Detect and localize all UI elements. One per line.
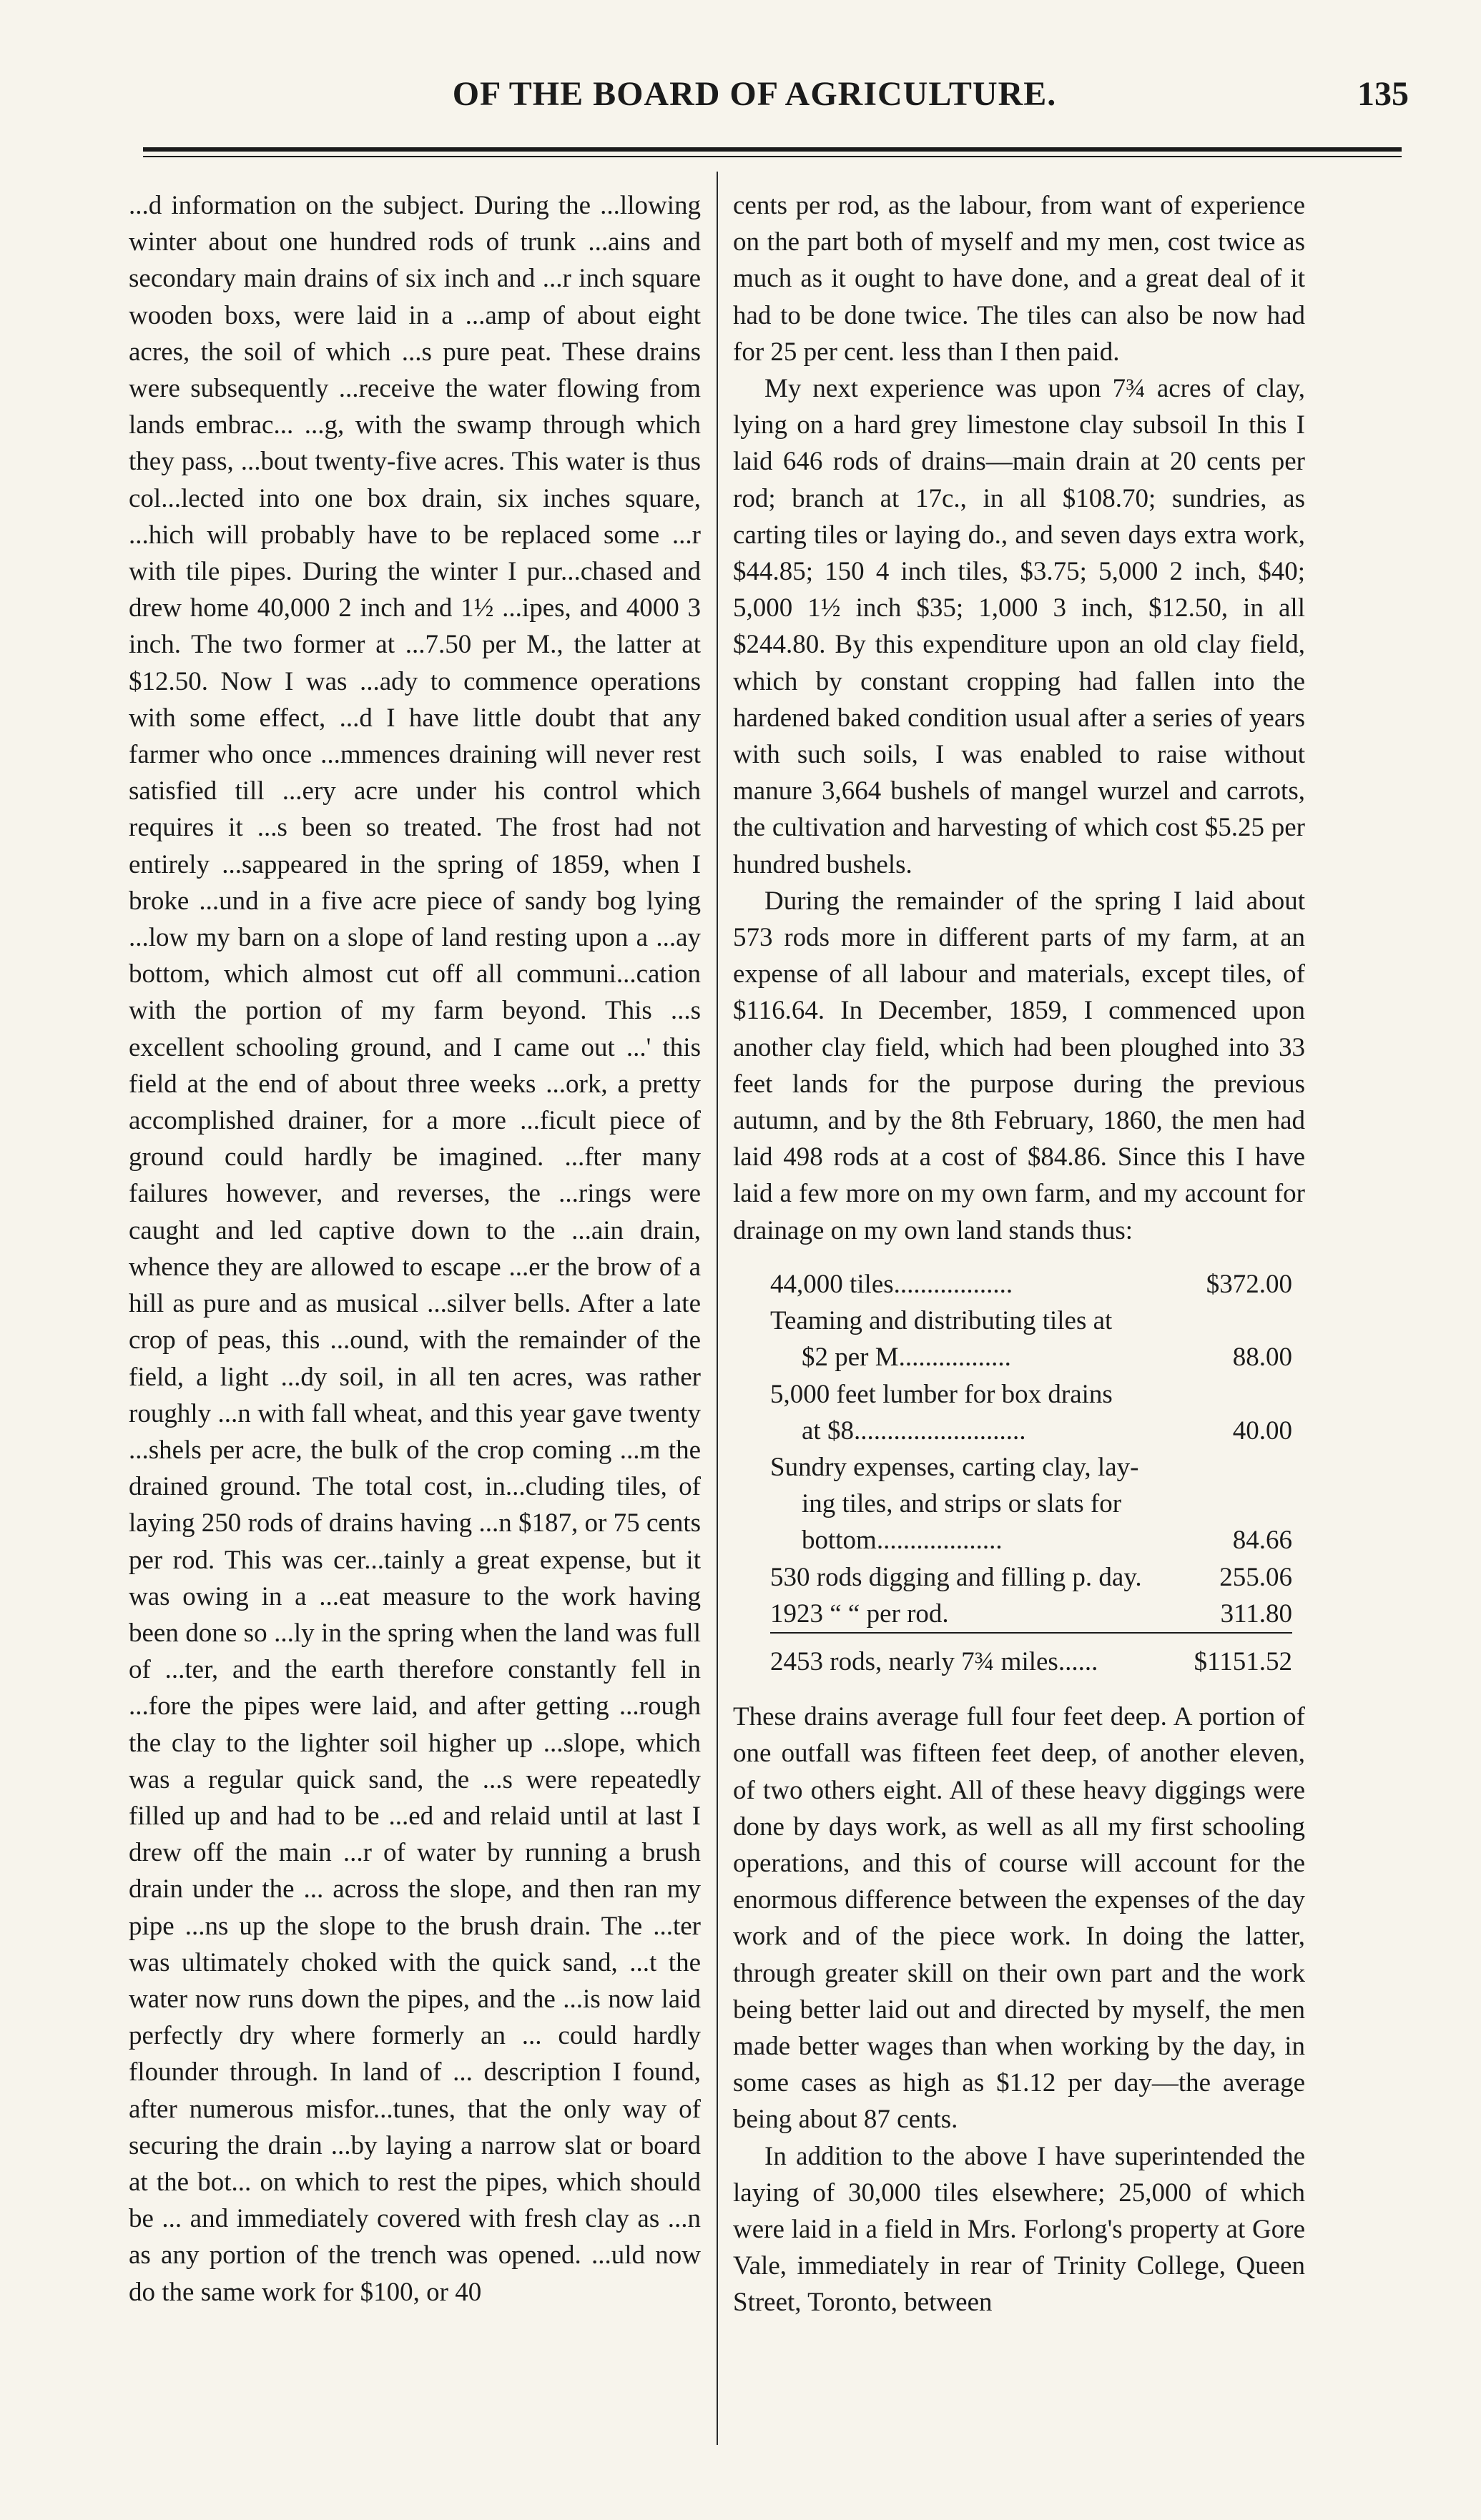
account-amount (1171, 1486, 1292, 1522)
account-amount: 40.00 (1232, 1415, 1292, 1446)
account-amount: 88.00 (1232, 1343, 1292, 1373)
account-item: bottom................... (802, 1526, 1003, 1556)
account-item: ing tiles, and strips or slats for (802, 1489, 1122, 1519)
account-item: Sundry expenses, carting clay, lay- (770, 1452, 1139, 1482)
account-row (770, 1376, 1292, 1413)
account-item: 1923 “ “ per rod. (770, 1599, 949, 1629)
account-item: 44,000 tiles.................. (770, 1269, 1013, 1299)
right-paragraph-4: These drains average full four feet deep. A portion of one outfall was fifteen feet deep, of another eleven, of two others eight. All of these heavy diggings were done by days work, as well as all my first schooling operations, and this of course will account for the enormous difference between the expenses of the day work and of the piece work. In doing the latter, through greater skill on their own part and the work being better laid out and directed by myself, the men made better wages than when working by the day, in some cases as high as $1.12 per day—the average being about 87 cents. (733, 1702, 1305, 2135)
right-paragraph-2: My next experience was upon 7¾ acres of clay, lying on a hard grey limestone clay subsoil In this I laid 646 rods of drains—main drain at 20 cents per rod; branch at 17c., in all $108.70; sundries, as carting tiles or laying do., and seven days extra work, $44.85; 150 4 inch tiles, $3.75; 5,000 2 inch, $40; 5,000 1½ inch $35; 1,000 3 inch, $12.50, in all $244.80. By this expenditure upon an old clay field, which by constant cropping had fallen into the hardened baked condition usual after a series of years with such soils, I was enabled to raise without manure 3,664 bushels of mangel wurzel and carrots, the cultivation and harvesting of which cost $5.25 per hundred bushels. (733, 374, 1305, 879)
left-paragraph: ...d information on the subject. During the ...llowing winter about one hundred rods of trunk ...ains and secondary main drains of six inch and ...r inch square wooden boxs, were laid in a ...amp of about eight acres, the soil of which ...s pure peat. These drains were subsequently ...receive the water flowing from lands embrac... ...g, with the swamp through which they pass, ...bout twenty-five acres. This water is thus col...lected into one box drain, six inches square, ...hich will probably have to be replaced some ...r with tile pipes. During the winter I pur...chased and drew home 40,000 2 inch and 1½ ...ipes, and 4000 3 inch. The two former at ...7.50 per M., the latter at $12.50. Now I was ...ady to commence operations with some effect, ...d I have little doubt that any farmer who once ...mmences draining will never rest satisfied till ...ery acre under his control which requires it ...s been so treated. The frost had not entirely ...sappeared in the spring of 1859, when I broke ...und in a five acre piece of sandy bog lying ...low my barn on a slope of land resting upon a ...ay bottom, which almost cut off all communi...cation with the portion of my farm beyond. This ...s excellent schooling ground, and I came out ...' this field at the end of about three weeks ...ork, a pretty accomplished drainer, for a more ...ficult piece of ground could hardly be imagined. ...fter many failures however, and reverses, the ...rings were caught and led captive down to the ...ain drain, whence they are allowed to escape ...er the brow of a hill as pure and as musical ...silver bells. After a late crop of peas, this ...ound, with the remainder of the field, a light ...dy soil, in all ten acres, was rather roughly ...n with fall wheat, and this year gave twenty ...shels per acre, the bulk of the crop coming ...m the drained ground. The total cost, in...cluding tiles, of laying 250 rods of drains having ...n $187, or 75 cents per rod. This was cer...tainly a great expense, but it was owing in a ...eat measure to the work having been done so ...ly in the spring when the land was full of ...ter, and the earth therefore constantly fell in ...fore the pipes were laid, and after getting ...rough the clay to the lighter soil higher up ...slope, which was a regular quick sand, the ...s were repeatedly filled up and had to be ...ed and relaid until at last I drew off the main ...r of water by running a brush drain under the ... across the slope, and then ran my pipe ...ns up the slope to the brush drain. The ...ter was ultimately choked with the quick sand, ...t the water now runs down the pipes, and the ...is now laid perfectly dry where formerly an ... could hardly flounder through. In land of ... description I found, after numerous misfor...tunes, that the only way of securing the drain ...by laying a narrow slat or board at the bot... on which to rest the pipes, which should be ... and immediately covered with fresh clay as ...n as any portion of the trench was opened. ...uld now do the same work for $100, or 40 (129, 191, 701, 2307)
account-total-row (770, 1644, 1292, 1680)
right-column (733, 187, 1305, 2321)
account-row (770, 1266, 1292, 1303)
account-item: 5,000 feet lumber for box drains (770, 1379, 1113, 1409)
total-item: 2453 rods, nearly 7¾ miles...... (770, 1646, 1098, 1676)
account-item: $2 per M................. (802, 1343, 1011, 1373)
account-amount (1171, 1376, 1292, 1413)
account-amount: 255.06 (1219, 1562, 1292, 1592)
column-divider (717, 172, 718, 2445)
account-amount (1171, 1449, 1292, 1486)
right-paragraph-3: During the remainder of the spring I laid about 573 rods more in different parts of my farm, at an expense of all labour and materials, except tiles, of $116.64. In December, 1859, I commenced upon another clay field, which had been ploughed into 33 feet lands for the purpose during the previous autumn, and by the 8th February, 1860, the men had laid 498 rods at a cost of $84.86. Since this I have laid a few more on my own farm, and my account for drainage on my own land stands thus: (733, 886, 1305, 1245)
drainage-account-table (770, 1266, 1292, 1680)
account-item: Teaming and distributing tiles at (770, 1306, 1113, 1336)
left-column (129, 187, 701, 2311)
running-title: OF THE BOARD OF AGRICULTURE. (452, 75, 1057, 113)
account-amount (1171, 1303, 1292, 1339)
page-number: 135 (1357, 75, 1409, 113)
account-row (770, 1486, 1292, 1522)
account-row (770, 1303, 1292, 1339)
header-rule-thin (143, 156, 1402, 157)
account-item: at $8.......................... (802, 1415, 1026, 1446)
account-row (770, 1596, 1292, 1633)
account-amount: $372.00 (1206, 1269, 1292, 1299)
page-header (100, 71, 1409, 129)
account-row (770, 1522, 1292, 1558)
right-paragraph-1: cents per rod, as the labour, from want of experience on the part both of myself and my men, cost twice as much as it ought to have done, and a great deal of it had to be done twice. The tiles can also be now had for 25 per cent. less than I then paid. (733, 191, 1305, 367)
account-amount: 311.80 (1220, 1599, 1292, 1629)
account-row (770, 1449, 1292, 1486)
right-paragraph-5: In addition to the above I have superintended the laying of 30,000 tiles elsewhere; 25,000 of which were laid in a field in Mrs. Forlong's property at Gore Vale, immediately in rear of Trinity College, Queen Street, Toronto, between (733, 2141, 1305, 2318)
account-amount: 84.66 (1232, 1526, 1292, 1556)
account-row (770, 1339, 1292, 1375)
header-rule-thick (143, 147, 1402, 152)
total-amount: $1151.52 (1194, 1646, 1292, 1676)
account-row (770, 1559, 1292, 1596)
account-row (770, 1413, 1292, 1449)
total-rule (770, 1633, 1292, 1644)
account-item: 530 rods digging and filling p. day. (770, 1562, 1142, 1592)
